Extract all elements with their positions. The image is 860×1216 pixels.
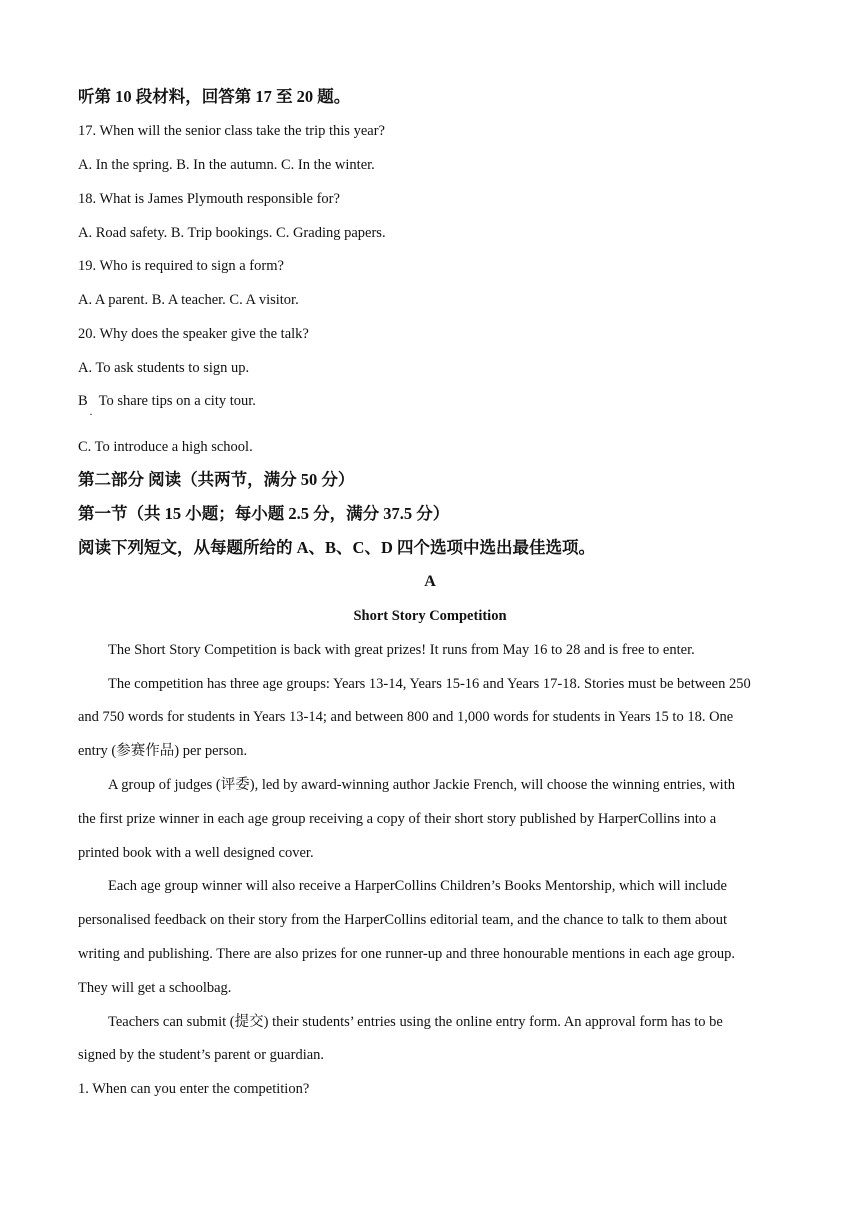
paragraph-4-line-4: They will get a schoolbag. xyxy=(78,980,232,996)
stray-dot-mark: · xyxy=(89,407,93,421)
paragraph-4-line-3: writing and publishing. There are also prizes for one runner-up and three honourable mentions in each age group. xyxy=(78,946,735,962)
paragraph-2-line-2: and 750 words for students in Years 13-14; and between 800 and 1,000 words for students in Years 15 to 18. One xyxy=(78,709,734,725)
question-19: 19. Who is required to sign a form? xyxy=(78,258,284,274)
paragraph-4-line-2: personalised feedback on their story from the HarperCollins editorial team, and the chance to talk to them about xyxy=(78,912,728,928)
question-20: 20. Why does the speaker give the talk? xyxy=(78,326,309,342)
paragraph-3-line-2: the first prize winner in each age group receiving a copy of their short story published by HarperCollins into a xyxy=(78,811,717,827)
question-20-option-c: C. To introduce a high school. xyxy=(78,439,253,455)
option-b-letter: B xyxy=(78,393,88,409)
paragraph-2-line-3: entry (参赛作品) per person. xyxy=(78,743,248,759)
question-17-options: A. In the spring. B. In the autumn. C. In the winter. xyxy=(78,157,375,173)
passage-title: Short Story Competition xyxy=(353,608,507,624)
question-20-option-a: A. To ask students to sign up. xyxy=(78,360,250,376)
paragraph-3-line-1: A group of judges (评委), led by award-winning author Jackie French, will choose the winning entries, with xyxy=(108,777,735,793)
section-one-heading: 第一节（共 15 小题；每小题 2.5 分，满分 37.5 分） xyxy=(78,504,450,523)
option-b-text: To share tips on a city tour. xyxy=(98,393,256,409)
paragraph-5-line-1: Teachers can submit (提交) their students’ entries using the online entry form. An approval form has to be xyxy=(108,1014,723,1030)
passage-letter: A xyxy=(424,573,436,590)
part-two-heading: 第二部分 阅读（共两节，满分 50 分） xyxy=(78,470,355,489)
question-1: 1. When can you enter the competition? xyxy=(78,1081,310,1097)
question-18: 18. What is James Plymouth responsible for? xyxy=(78,191,340,207)
paragraph-1: The Short Story Competition is back with great prizes! It runs from May 16 to 28 and is free to enter. xyxy=(108,642,695,658)
paragraph-5-line-2: signed by the student’s parent or guardian. xyxy=(78,1047,325,1063)
paragraph-4-line-1: Each age group winner will also receive a HarperCollins Children’s Books Mentorship, which will include xyxy=(108,878,727,894)
question-20-option-b xyxy=(78,391,256,411)
listening-section-heading: 听第 10 段材料，回答第 17 至 20 题。 xyxy=(78,87,351,106)
reading-instruction: 阅读下列短文，从每题所给的 A、B、C、D 四个选项中选出最佳选项。 xyxy=(78,538,596,557)
question-19-options: A. A parent. B. A teacher. C. A visitor. xyxy=(78,292,299,308)
paragraph-2-line-1: The competition has three age groups: Years 13-14, Years 15-16 and Years 17-18. Stories must be between 250 xyxy=(108,676,751,692)
question-17: 17. When will the senior class take the trip this year? xyxy=(78,123,385,139)
question-18-options: A. Road safety. B. Trip bookings. C. Grading papers. xyxy=(78,225,386,241)
paragraph-3-line-3: printed book with a well designed cover. xyxy=(78,845,314,861)
